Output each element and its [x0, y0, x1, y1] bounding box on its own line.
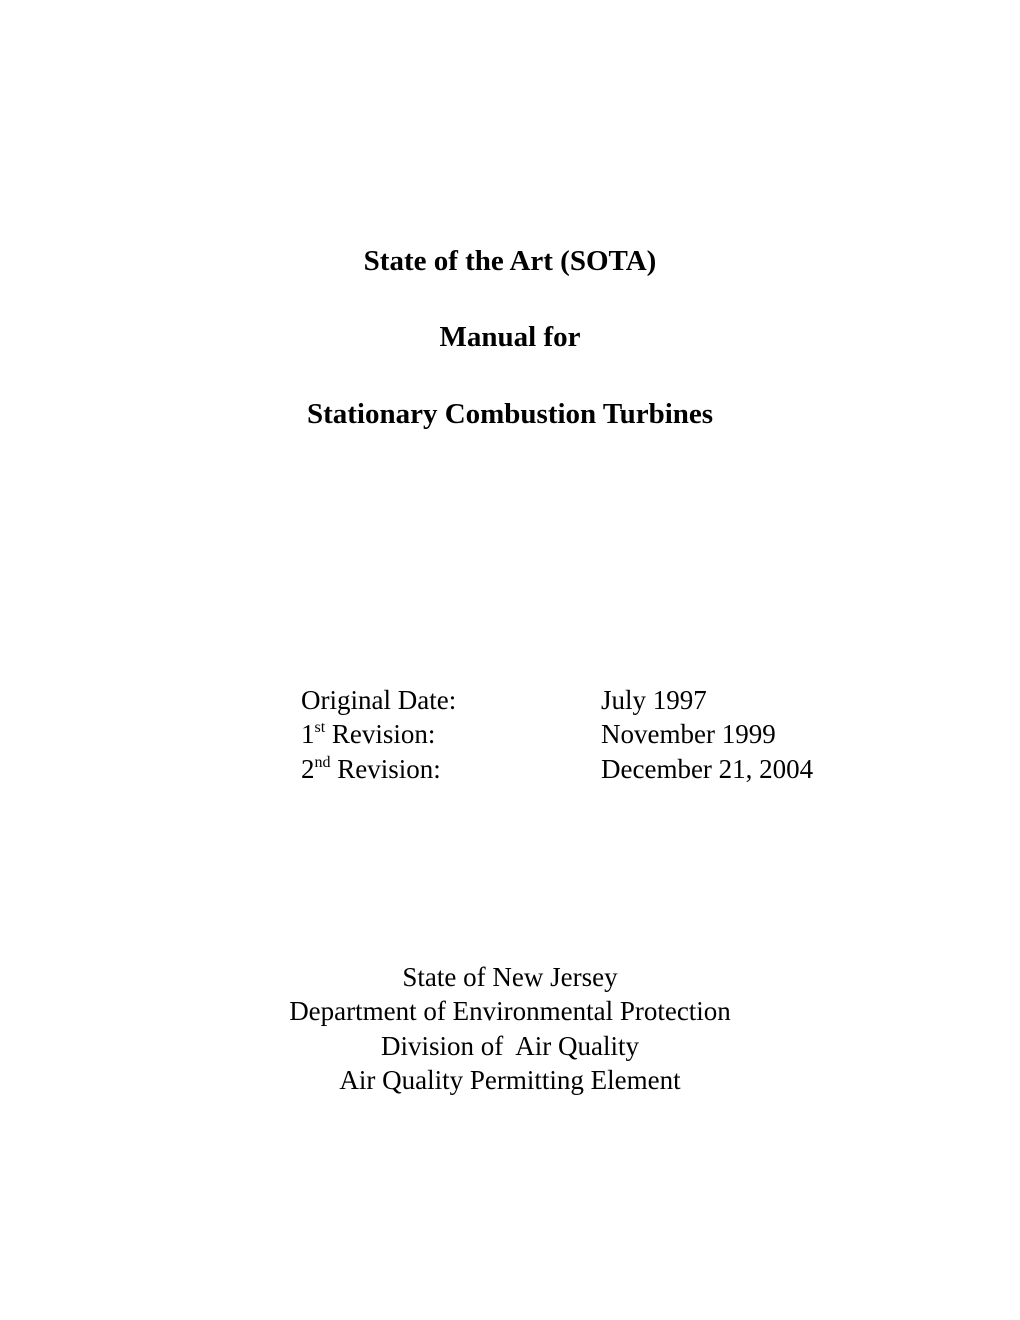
revision-label-text: Revision: — [330, 754, 441, 784]
revision-ordinal: st — [314, 719, 326, 736]
revision-label — [301, 717, 435, 756]
revision-row-second — [0, 752, 1020, 787]
revision-row-first — [0, 717, 1020, 752]
revision-date: July 1997 — [601, 685, 707, 715]
revision-number: 2 — [301, 754, 315, 784]
revision-label — [301, 683, 456, 718]
org-department: Department of Environmental Protection — [289, 996, 731, 1026]
document-subtitle: Manual for — [439, 321, 581, 353]
revision-row-original — [0, 683, 1020, 718]
org-division: Division of Air Quality — [381, 1031, 639, 1061]
revision-ordinal: nd — [314, 754, 331, 771]
revision-label — [301, 752, 441, 791]
revision-date: November 1999 — [601, 719, 776, 749]
revision-date: December 21, 2004 — [601, 754, 814, 784]
revision-number: 1 — [301, 719, 315, 749]
document-subject: Stationary Combustion Turbines — [306, 398, 714, 430]
org-element: Air Quality Permitting Element — [339, 1065, 681, 1095]
revision-label-text: Original Date: — [301, 685, 457, 715]
document-title: State of the Art (SOTA) — [363, 245, 657, 277]
revision-label-text: Revision: — [325, 719, 436, 749]
org-state: State of New Jersey — [402, 962, 618, 992]
